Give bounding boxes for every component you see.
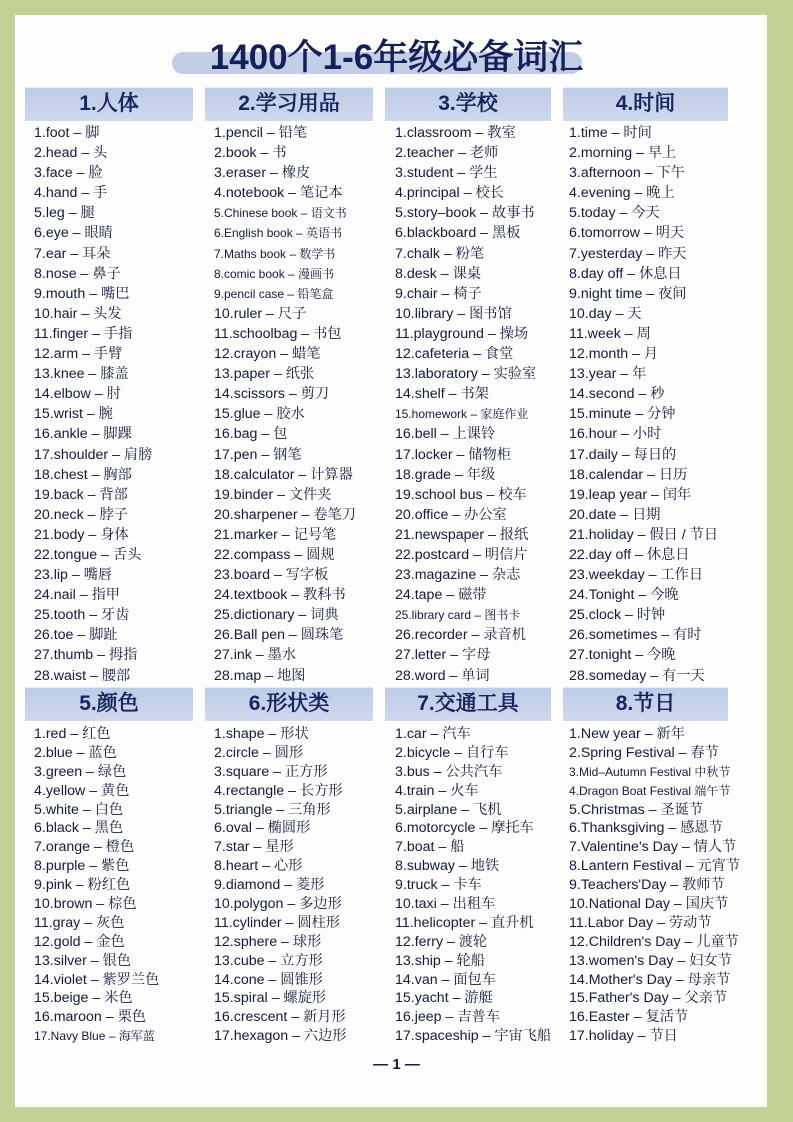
word-item: 4.Dragon Boat Festival 端午节 bbox=[569, 783, 731, 798]
word-item: 9.Teachers'Day – 教师节 bbox=[569, 877, 725, 894]
word-item: 26.sometimes – 有时 bbox=[569, 627, 702, 644]
word-list bbox=[569, 123, 718, 686]
word-item: 13.cube – 立方形 bbox=[214, 952, 323, 969]
word-item: 15.yacht – 游艇 bbox=[395, 990, 493, 1007]
word-item: 24.textbook – 教科书 bbox=[214, 587, 346, 604]
word-item: 7.star – 星形 bbox=[214, 839, 294, 856]
word-item: 23.lip – 嘴唇 bbox=[34, 567, 113, 584]
word-item: 15.homework – 家庭作业 bbox=[395, 407, 529, 422]
word-item: 26.Ball pen – 圆珠笔 bbox=[214, 627, 344, 644]
word-item: 2.circle – 圆形 bbox=[214, 744, 304, 761]
word-item: 4.notebook – 笔记本 bbox=[214, 185, 343, 202]
word-item: 21.holiday – 假日 / 节日 bbox=[569, 526, 719, 543]
word-item: 16.ankle – 脚踝 bbox=[34, 426, 132, 443]
word-item: 22.compass – 圆规 bbox=[214, 546, 335, 563]
word-item: 24.nail – 指甲 bbox=[34, 587, 120, 604]
word-item: 13.ship – 轮船 bbox=[395, 952, 485, 969]
word-item: 9.truck – 卡车 bbox=[395, 877, 482, 894]
word-item: 19.leap year – 闰年 bbox=[569, 486, 692, 503]
word-item: 1.car – 汽车 bbox=[395, 726, 471, 742]
section-header: 6.形状类 bbox=[205, 687, 373, 721]
word-item: 10.hair – 头发 bbox=[34, 305, 122, 322]
word-item: 17.hexagon – 六边形 bbox=[214, 1028, 347, 1045]
word-item: 6.oval – 椭圆形 bbox=[214, 820, 311, 837]
word-item: 6.Thanksgiving – 感恩节 bbox=[569, 820, 723, 837]
word-item: 4.rectangle – 长方形 bbox=[214, 782, 343, 799]
word-item: 24.Tonight – 今晚 bbox=[569, 587, 679, 604]
word-item: 11.playground – 操场 bbox=[395, 325, 529, 342]
word-item: 22.postcard – 明信片 bbox=[395, 546, 528, 563]
word-item: 8.Lantern Festival – 元宵节 bbox=[569, 858, 741, 875]
word-item: 7.Valentine's Day – 情人节 bbox=[569, 839, 737, 856]
word-item: 2.bicycle – 自行车 bbox=[395, 744, 509, 761]
word-item: 17.holiday – 节日 bbox=[569, 1028, 678, 1045]
word-item: 3.green – 绿色 bbox=[34, 763, 127, 780]
word-item: 22.tongue – 舌头 bbox=[34, 546, 142, 563]
word-item: 18.grade – 年级 bbox=[395, 466, 496, 483]
word-item: 3.Mid–Autumn Festival 中秋节 bbox=[569, 764, 731, 779]
word-item: 12.crayon – 蜡笔 bbox=[214, 346, 321, 363]
word-item: 3.face – 脸 bbox=[34, 165, 103, 182]
word-item: 2.teacher – 老师 bbox=[395, 145, 499, 162]
word-item: 13.knee – 膝盖 bbox=[34, 366, 129, 383]
word-item: 13.year – 年 bbox=[569, 366, 647, 383]
word-item: 1.New year – 新年 bbox=[569, 726, 685, 742]
section-header: 2.学习用品 bbox=[205, 87, 373, 121]
word-list bbox=[395, 725, 551, 1046]
word-item: 27.thumb – 拇指 bbox=[34, 647, 138, 664]
word-item: 10.ruler – 尺子 bbox=[214, 305, 307, 322]
word-item: 21.newspaper – 报纸 bbox=[395, 526, 529, 543]
word-item: 27.ink – 墨水 bbox=[214, 647, 297, 664]
section-header: 1.人体 bbox=[25, 87, 193, 121]
word-item: 15.spiral – 螺旋形 bbox=[214, 990, 326, 1007]
word-item: 8.desk – 课桌 bbox=[395, 265, 481, 282]
word-item: 25.dictionary – 词典 bbox=[214, 607, 339, 624]
word-item: 12.arm – 手臂 bbox=[34, 346, 123, 363]
word-item: 8.comic book – 漫画书 bbox=[214, 266, 335, 281]
word-item: 7.boat – 船 bbox=[395, 839, 465, 856]
section-header: 7.交通工具 bbox=[385, 687, 551, 721]
page-number: — 1 — bbox=[373, 1056, 420, 1073]
word-item: 7.ear – 耳朵 bbox=[34, 245, 111, 262]
word-item: 19.binder – 文件夹 bbox=[214, 486, 332, 503]
word-item: 6.blackboard – 黑板 bbox=[395, 225, 521, 242]
word-item: 18.chest – 胸部 bbox=[34, 466, 132, 483]
word-item: 3.student – 学生 bbox=[395, 165, 498, 182]
word-item: 8.day off – 休息日 bbox=[569, 265, 682, 282]
word-item: 24.tape – 磁带 bbox=[395, 587, 487, 604]
word-item: 6.English book – 英语书 bbox=[214, 226, 343, 241]
word-item: 11.gray – 灰色 bbox=[34, 914, 125, 931]
word-item: 16.maroon – 栗色 bbox=[34, 1009, 146, 1026]
word-item: 12.ferry – 渡轮 bbox=[395, 933, 488, 950]
word-item: 27.tonight – 今晚 bbox=[569, 647, 676, 664]
word-item: 14.elbow – 肘 bbox=[34, 386, 121, 403]
word-item: 16.bell – 上课铃 bbox=[395, 426, 496, 443]
word-item: 4.principal – 校长 bbox=[395, 185, 504, 202]
word-item: 3.eraser – 橡皮 bbox=[214, 165, 311, 182]
word-item: 1.red – 红色 bbox=[34, 726, 111, 742]
word-item: 2.blue – 蓝色 bbox=[34, 744, 117, 761]
word-item: 18.calculator – 计算器 bbox=[214, 466, 353, 483]
word-list bbox=[569, 725, 740, 1046]
word-item: 5.airplane – 飞机 bbox=[395, 801, 502, 818]
word-item: 10.National Day – 国庆节 bbox=[569, 896, 729, 913]
word-item: 23.weekday – 工作日 bbox=[569, 567, 704, 584]
word-item: 25.library card – 图书卡 bbox=[395, 608, 521, 623]
word-item: 21.marker – 记号笔 bbox=[214, 526, 337, 543]
word-item: 11.cylinder – 圆柱形 bbox=[214, 914, 340, 931]
word-item: 5.Chinese book – 语文书 bbox=[214, 206, 347, 221]
word-item: 17.daily – 每日的 bbox=[569, 446, 677, 463]
word-item: 4.hand – 手 bbox=[34, 185, 108, 202]
word-item: 26.toe – 脚趾 bbox=[34, 627, 118, 644]
word-item: 2.morning – 早上 bbox=[569, 145, 677, 162]
word-item: 14.van – 面包车 bbox=[395, 971, 496, 988]
word-item: 15.beige – 米色 bbox=[34, 990, 133, 1007]
word-list bbox=[214, 725, 347, 1046]
word-item: 18.calendar – 日历 bbox=[569, 466, 688, 483]
word-item: 7.chalk – 粉笔 bbox=[395, 245, 485, 262]
word-item: 5.Christmas – 圣诞节 bbox=[569, 801, 704, 818]
section-header: 4.时间 bbox=[563, 87, 728, 121]
word-item: 1.time – 时间 bbox=[569, 125, 652, 141]
word-item: 10.polygon – 多边形 bbox=[214, 896, 342, 913]
word-item: 28.map – 地图 bbox=[214, 667, 306, 684]
word-item: 14.second – 秒 bbox=[569, 386, 665, 403]
word-item: 7.yesterday – 昨天 bbox=[569, 245, 687, 262]
word-item: 4.train – 火车 bbox=[395, 782, 479, 799]
word-item: 6.black – 黑色 bbox=[34, 820, 124, 837]
word-item: 6.eye – 眼睛 bbox=[34, 225, 113, 242]
word-item: 10.day – 天 bbox=[569, 305, 642, 322]
word-item: 13.silver – 银色 bbox=[34, 952, 131, 969]
word-item: 13.laboratory – 实验室 bbox=[395, 366, 537, 383]
word-item: 15.glue – 胶水 bbox=[214, 406, 305, 423]
word-item: 1.pencil – 铅笔 bbox=[214, 125, 308, 141]
word-item: 16.Easter – 复活节 bbox=[569, 1009, 689, 1026]
word-item: 1.foot – 脚 bbox=[34, 125, 100, 141]
word-item: 17.pen – 钢笔 bbox=[214, 446, 302, 463]
word-item: 13.women's Day – 妇女节 bbox=[569, 952, 732, 969]
word-item: 23.board – 写字板 bbox=[214, 567, 329, 584]
word-item: 19.back – 背部 bbox=[34, 486, 128, 503]
word-item: 14.cone – 圆锥形 bbox=[214, 971, 323, 988]
word-list bbox=[214, 123, 356, 686]
word-item: 20.neck – 脖子 bbox=[34, 506, 128, 523]
word-item: 8.purple – 紫色 bbox=[34, 858, 130, 875]
word-item: 8.heart – 心形 bbox=[214, 858, 303, 875]
word-item: 11.Labor Day – 劳动节 bbox=[569, 914, 712, 931]
word-item: 17.locker – 储物柜 bbox=[395, 446, 511, 463]
word-item: 9.chair – 椅子 bbox=[395, 285, 482, 302]
word-item: 9.pencil case – 铅笔盒 bbox=[214, 286, 334, 301]
word-item: 5.triangle – 三角形 bbox=[214, 801, 331, 818]
word-item: 2.head – 头 bbox=[34, 145, 108, 162]
word-item: 17.shoulder – 肩膀 bbox=[34, 446, 153, 463]
word-item: 5.white – 白色 bbox=[34, 801, 124, 818]
word-item: 28.word – 单词 bbox=[395, 667, 490, 684]
word-item: 12.month – 月 bbox=[569, 346, 659, 363]
word-list bbox=[34, 123, 152, 686]
section-header: 3.学校 bbox=[385, 87, 551, 121]
word-item: 4.evening – 晚上 bbox=[569, 185, 675, 202]
word-item: 2.book – 书 bbox=[214, 145, 287, 162]
word-item: 11.schoolbag – 书包 bbox=[214, 325, 342, 342]
word-item: 23.magazine – 杂志 bbox=[395, 567, 521, 584]
word-item: 1.shape – 形状 bbox=[214, 726, 309, 742]
word-list bbox=[395, 123, 536, 686]
word-item: 8.nose – 鼻子 bbox=[34, 265, 121, 282]
word-item: 15.Father's Day – 父亲节 bbox=[569, 990, 728, 1007]
word-item: 12.gold – 金色 bbox=[34, 933, 125, 950]
word-item: 28.someday – 有一天 bbox=[569, 667, 705, 684]
title-area bbox=[0, 30, 793, 80]
word-item: 9.pink – 粉红色 bbox=[34, 877, 131, 894]
word-item: 16.crescent – 新月形 bbox=[214, 1009, 346, 1026]
word-item: 3.square – 正方形 bbox=[214, 763, 328, 780]
word-item: 12.Children's Day – 儿童节 bbox=[569, 933, 739, 950]
word-item: 5.today – 今天 bbox=[569, 205, 660, 222]
word-item: 7.orange – 橙色 bbox=[34, 839, 135, 856]
word-item: 14.shelf – 书架 bbox=[395, 386, 489, 403]
word-item: 16.hour – 小时 bbox=[569, 426, 662, 443]
word-item: 15.minute – 分钟 bbox=[569, 406, 676, 423]
word-item: 12.sphere – 球形 bbox=[214, 933, 322, 950]
word-item: 6.motorcycle – 摩托车 bbox=[395, 820, 534, 837]
word-item: 8.subway – 地铁 bbox=[395, 858, 500, 875]
word-item: 22.day off – 休息日 bbox=[569, 546, 690, 563]
word-item: 15.wrist – 腕 bbox=[34, 406, 113, 423]
word-item: 13.paper – 纸张 bbox=[214, 366, 315, 383]
word-item: 11.helicopter – 直升机 bbox=[395, 914, 534, 931]
word-item: 17.spaceship – 宇宙飞船 bbox=[395, 1028, 552, 1045]
word-item: 20.date – 日期 bbox=[569, 506, 661, 523]
word-item: 16.jeep – 吉普车 bbox=[395, 1009, 500, 1026]
word-item: 25.tooth – 牙齿 bbox=[34, 607, 130, 624]
word-item: 14.Mother's Day – 母亲节 bbox=[569, 971, 731, 988]
word-item: 26.recorder – 录音机 bbox=[395, 627, 526, 644]
section-header: 8.节日 bbox=[563, 687, 728, 721]
word-item: 7.Maths book – 数学书 bbox=[214, 246, 336, 261]
word-item: 10.library – 图书馆 bbox=[395, 305, 512, 322]
word-item: 5.story–book – 故事书 bbox=[395, 205, 535, 222]
word-item: 6.tomorrow – 明天 bbox=[569, 225, 685, 242]
word-item: 28.waist – 腰部 bbox=[34, 667, 131, 684]
word-item: 3.afternoon – 下午 bbox=[569, 165, 685, 182]
word-item: 10.taxi – 出租车 bbox=[395, 896, 496, 913]
word-item: 16.bag – 包 bbox=[214, 426, 288, 443]
word-item: 17.Navy Blue – 海军蓝 bbox=[34, 1029, 155, 1044]
word-item: 2.Spring Festival – 春节 bbox=[569, 744, 719, 761]
word-list bbox=[34, 725, 159, 1046]
page-title: 1400个1-6年级必备词汇 bbox=[209, 38, 584, 77]
word-item: 5.leg – 腿 bbox=[34, 205, 95, 222]
word-item: 19.school bus – 校车 bbox=[395, 486, 527, 503]
word-item: 14.violet – 紫罗兰色 bbox=[34, 971, 160, 988]
word-item: 9.mouth – 嘴巴 bbox=[34, 285, 130, 302]
word-item: 20.sharpener – 卷笔刀 bbox=[214, 506, 356, 523]
word-item: 27.letter – 字母 bbox=[395, 647, 491, 664]
word-item: 20.office – 办公室 bbox=[395, 506, 507, 523]
word-item: 25.clock – 时钟 bbox=[569, 607, 666, 624]
word-item: 9.night time – 夜间 bbox=[569, 285, 687, 302]
word-item: 14.scissors – 剪刀 bbox=[214, 386, 330, 403]
word-item: 12.cafeteria – 食堂 bbox=[395, 346, 514, 363]
word-item: 4.yellow – 黄色 bbox=[34, 782, 130, 799]
word-item: 1.classroom – 教室 bbox=[395, 125, 516, 141]
word-item: 11.finger – 手指 bbox=[34, 325, 133, 342]
word-item: 3.bus – 公共汽车 bbox=[395, 763, 503, 780]
word-item: 11.week – 周 bbox=[569, 325, 651, 342]
word-item: 9.diamond – 菱形 bbox=[214, 877, 325, 894]
word-item: 10.brown – 棕色 bbox=[34, 896, 137, 913]
section-header: 5.颜色 bbox=[25, 687, 193, 721]
word-item: 21.body – 身体 bbox=[34, 526, 129, 543]
